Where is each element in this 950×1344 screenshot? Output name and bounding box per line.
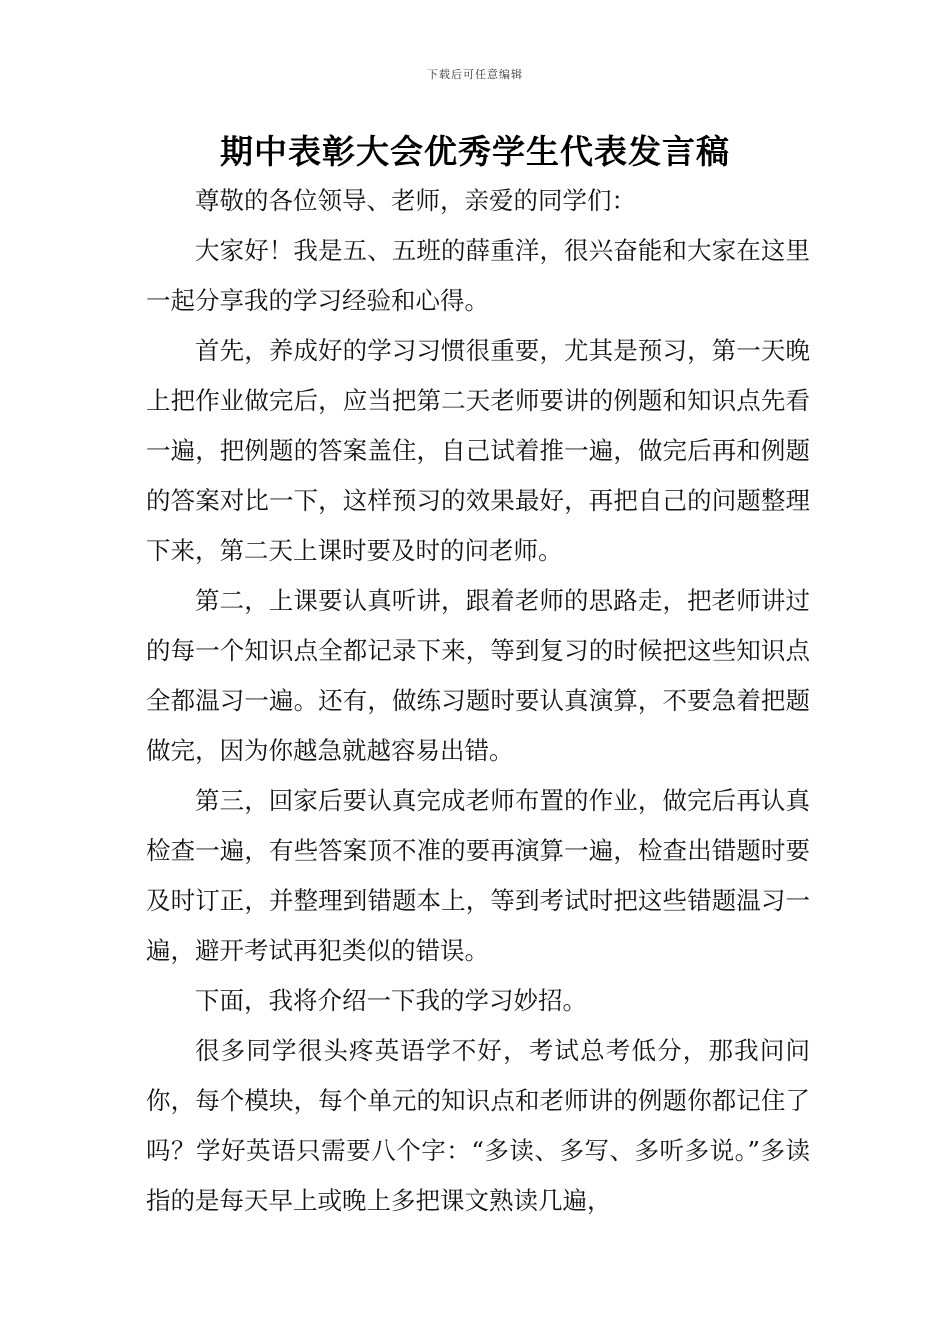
english-tips-paragraph: 很多同学很头疼英语学不好，考试总考低分，那我问问你，每个模块，每个单元的知识点和老师讲的例题你都记住了吗？学好英语只需要八个字：“多读、多写、多听多说。”多读指的是每天早上或晚上多把课文熟读几遍， <box>146 1036 810 1215</box>
first-point-paragraph: 首先，养成好的学习习惯很重要，尤其是预习，第一天晚上把作业做完后，应当把第二天老师要讲的例题和知识点先看一遍，把例题的答案盖住，自己试着推一遍，做完后再和例题的答案对比一下，这样预习的效果最好，再把自己的问题整理下来，第二天上课时要及时的问老师。 <box>146 336 810 565</box>
header-note: 下载后可任意编辑 <box>427 68 523 81</box>
third-point-paragraph: 第三，回家后要认真完成老师布置的作业，做完后再认真检查一遍，有些答案顶不准的要再演算一遍，检查出错题时要及时订正，并整理到错题本上，等到考试时把这些错题温习一遍，避开考试再犯类似的错误。 <box>146 786 810 965</box>
transition-paragraph: 下面，我将介绍一下我的学习妙招。 <box>195 986 587 1015</box>
document-body <box>146 176 810 1226</box>
document-title: 期中表彰大会优秀学生代表发言稿 <box>220 132 730 171</box>
salutation-paragraph: 尊敬的各位领导、老师，亲爱的同学们： <box>195 186 636 215</box>
greeting-paragraph: 大家好！我是五、五班的薛重洋，很兴奋能和大家在这里一起分享我的学习经验和心得。 <box>146 236 810 315</box>
second-point-paragraph: 第二，上课要认真听讲，跟着老师的思路走，把老师讲过的每一个知识点全都记录下来，等到复习的时候把这些知识点全都温习一遍。还有，做练习题时要认真演算，不要急着把题做完，因为你越急就越容易出错。 <box>146 586 810 765</box>
